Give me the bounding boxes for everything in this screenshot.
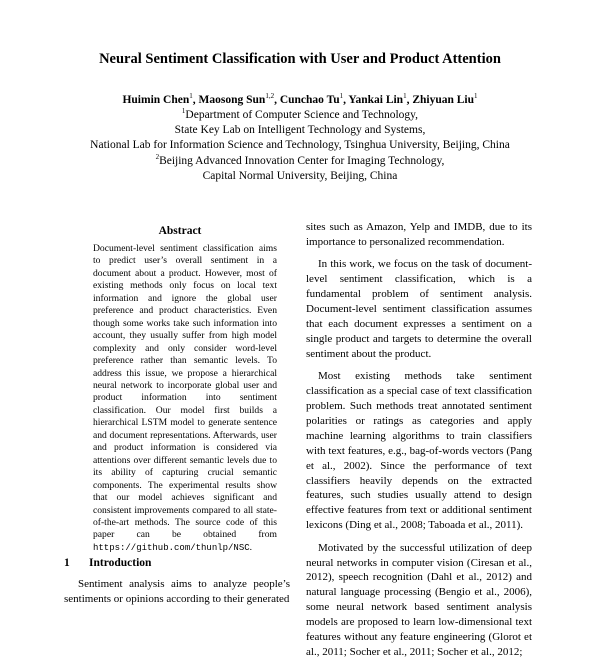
author-list: Huimin Chen$^1$, Maosong Sun$^{1,2}$, Cunchao Tu$^1$, Yankai Lin$^1$, Zhiyuan Liu$^1$	[122, 92, 478, 106]
author-name: Cunchao Tu	[279, 94, 340, 106]
section-number: 1	[64, 557, 70, 569]
abstract-heading: Abstract	[158, 225, 202, 237]
section-heading-introduction	[64, 556, 284, 570]
body-paragraph: Most existing methods take sentiment classification as a special case of text classification problem. Such methods treat annotated sentiment polarities or ratings as categories and apply machine learning algorithms to train classifiers with text features, e.g., bag-of-words vectors (Pang et al., 2002). Since the performance of text classifiers heavily depends on the extracted features, such studies usually attend to design effective features from text or additional sentiment lexicons (Ding et al., 2008; Taboada et al., 2011).	[306, 370, 532, 532]
body-paragraph: In this work, we focus on the task of document-level sentiment classification, which is a fundamental problem of sentiment analysis. Document-level sentiment classification assumes that each document expresses a sentiment on a single product and targets to determine the overall sentiment about the product.	[306, 258, 532, 360]
author-affil-mark: 1	[189, 92, 193, 101]
affiliations	[40, 108, 560, 184]
author-name: Maosong Sun	[198, 94, 266, 106]
body-paragraph: Motivated by the successful utilization of deep neural networks in computer vision (Ciresan et al., 2012), speech recognition (Dahl et al., 2012) and natural language processing (Bengio et al., 2006), some neural network based sentiment analysis models are proposed to learn low-dimensional text features without any feature engineering (Glorot et al., 2011; Socher et al., 2011; Socher et al., 2012;	[306, 541, 532, 658]
author-name: Zhiyuan Liu	[412, 94, 475, 106]
affiliation-mark: 2	[155, 152, 160, 161]
author-name: Huimin Chen	[122, 94, 190, 106]
right-column-text	[306, 220, 532, 658]
introduction-paragraph: Sentiment analysis aims to analyze people’s sentiments or opinions according to their generated	[64, 578, 290, 605]
affiliation-line: National Lab for Information Science and Technology, Tsinghua University, Beijing, China	[90, 139, 510, 152]
affiliation-line: $^1$Department of Computer Science and Technology,	[181, 107, 419, 121]
affiliation-mark: 1	[181, 107, 186, 116]
source-code-link[interactable]: https://github.com/thunlp/NSC	[93, 542, 250, 553]
paper-title: Neural Sentiment Classification with User and Product Attention	[99, 51, 501, 67]
body-paragraph: sites such as Amazon, Yelp and IMDB, due to its importance to personalized recommendation.	[306, 221, 532, 248]
abstract-text: Document-level sentiment classification aims to predict user’s overall sentiment in a document about a product. However, most of existing methods only focus on local text information and ignore the global user preference and product characteristics. Even though some works take such information into account, they usually suffer from high model complexity and only consider word-level preference rather than semantic levels. To address this issue, we propose a hierarchical neural network to incorporate global user and product information into sentiment classification. Our model first builds a hierarchical LSTM model to generate sentence and document representations. Afterwards, user and product information is considered via attentions over different semantic levels due to its ability of capturing crucial semantic components. The experimental results show that our model achieves significant and consistent improvements compared to all state-of-the-art methods. The source code of this paper can be obtained from https://github.com/thunlp/NSC.	[93, 243, 277, 553]
author-affil-mark: 1	[403, 92, 407, 101]
affiliation-line: $^2$Beijing Advanced Innovation Center for Imaging Technology,	[155, 152, 445, 167]
section-title: Introduction	[89, 557, 152, 569]
author-name: Yankai Lin	[348, 94, 404, 106]
author-affil-mark: 1,2	[265, 92, 275, 101]
author-affil-mark: 1	[339, 92, 344, 101]
affiliation-line: Capital Normal University, Beijing, China	[202, 169, 398, 182]
author-affil-mark: 1	[474, 92, 478, 101]
affiliation-line: State Key Lab on Intelligent Technology and Systems,	[174, 124, 426, 137]
